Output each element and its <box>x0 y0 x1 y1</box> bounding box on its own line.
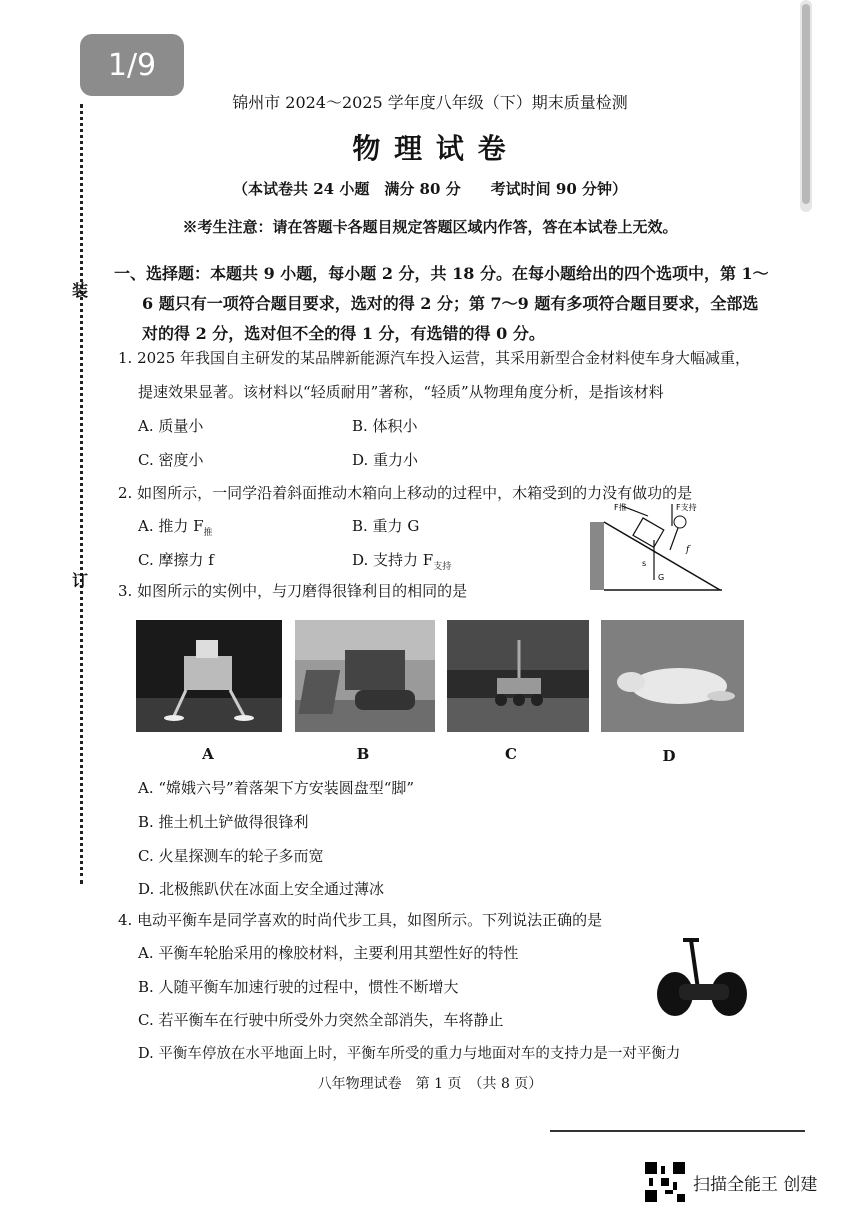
q1-stem-line1: 1. 2025 年我国自主研发的某品牌新能源汽车投入运营，其采用新型合金材料使车身大幅减重， <box>118 349 751 367</box>
q1-stem-line2: 提速效果显著。该材料以“轻质耐用”著称，“轻质”从物理角度分析，是指该材料 <box>138 383 664 401</box>
binding-mark-ding: 订 <box>72 571 89 590</box>
q2-stem: 2. 如图所示，一同学沿着斜面推动木箱向上移动的过程中，木箱受到的力没有做功的是 <box>118 484 693 502</box>
q3-image-c-mars-rover <box>447 620 589 732</box>
label-f-push: F推 <box>614 503 627 512</box>
label-s: s <box>642 559 647 568</box>
q3-label-d: D <box>662 747 676 765</box>
q4-option-a: A. 平衡车轮胎采用的橡胶材料，主要利用其塑性好的特性 <box>138 944 519 962</box>
q2-option-c: C. 摩擦力 f <box>138 551 214 569</box>
q3-label-c: C <box>505 745 517 763</box>
q2-option-d: D. 支持力 $F_{支持}$ <box>352 551 452 572</box>
q3-option-c: C. 火星探测车的轮子多而宽 <box>138 847 324 865</box>
q3-image-d-polar-bear <box>601 620 744 732</box>
q3-image-a-lunar-lander <box>136 620 282 732</box>
binding-mark-zhuang: 装 <box>72 281 89 300</box>
person-body <box>670 528 678 550</box>
q3-option-b: B. 推土机土铲做得很锋利 <box>138 813 309 831</box>
page-counter-badge: 1/9 <box>80 34 184 96</box>
q3-stem: 3. 如图所示的实例中，与刀磨得很锋利目的相同的是 <box>118 582 468 600</box>
q1-option-d: D. 重力小 <box>352 451 419 469</box>
section1-line3: 对的得 2 分，选对但不全的得 1 分，有选错的得 0 分。 <box>142 324 545 343</box>
wooden-box <box>633 518 664 547</box>
q2-option-b: B. 重力 G <box>352 517 420 535</box>
q1-option-c: C. 密度小 <box>138 451 204 469</box>
q2-option-a: A. 推力 $F_推$ <box>138 517 213 538</box>
section1-line1: 一、选择题：本题共 9 小题，每小题 2 分，共 18 分。在每小题给出的四个选项中，第 1～ <box>114 264 769 283</box>
footer-rule <box>550 1130 805 1132</box>
page-footer: 八年物理试卷 第 1 页 （共 8 页） <box>317 1076 543 1092</box>
page-title: 物 理 试 卷 <box>352 132 508 165</box>
exam-info: （本试卷共 24 小题 满分 80 分 考试时间 90 分钟） <box>233 180 627 198</box>
q4-option-d: D. 平衡车停放在水平地面上时，平衡车所受的重力与地面对车的支持力是一对平衡力 <box>138 1046 681 1062</box>
wall <box>590 522 604 590</box>
exam-name: 锦州市 2024～2025 学年度八年级（下）期末质量检测 <box>232 93 628 112</box>
exam-notice: ※考生注意：请在答题卡各题目规定答题区域内作答，答在本试卷上无效。 <box>182 218 678 236</box>
q3-option-a: A. “嫦娥六号”着落架下方安装圆盘型“脚” <box>138 779 415 797</box>
scanner-brand-text: 扫描全能王 创建 <box>693 1175 818 1195</box>
balance-scooter-figure <box>655 930 750 1020</box>
q3-label-a: A <box>202 745 214 763</box>
q4-option-b: B. 人随平衡车加速行驶的过程中，惯性不断增大 <box>138 978 459 996</box>
label-g: G <box>658 573 665 582</box>
person-head <box>674 516 686 528</box>
q4-stem: 4. 电动平衡车是同学喜欢的时尚代步工具，如图所示。下列说法正确的是 <box>118 911 603 929</box>
label-f: f <box>686 545 690 555</box>
q3-image-b-bulldozer <box>295 620 435 732</box>
section1-line2: 6 题只有一项符合题目要求，选对的得 2 分；第 7～9 题有多项符合题目要求，全部选 <box>142 294 759 313</box>
q1-option-b: B. 体积小 <box>352 417 418 435</box>
q3-option-d: D. 北极熊趴伏在冰面上安全通过薄冰 <box>138 880 385 898</box>
q4-option-c: C. 若平衡车在行驶中所受外力突然全部消失，车将静止 <box>138 1011 504 1029</box>
q3-label-b: B <box>356 745 370 763</box>
q1-option-a: A. 质量小 <box>138 417 204 435</box>
qr-code-icon <box>645 1162 685 1202</box>
label-f-support: F支持 <box>676 503 697 512</box>
q2-incline-figure <box>588 500 728 592</box>
